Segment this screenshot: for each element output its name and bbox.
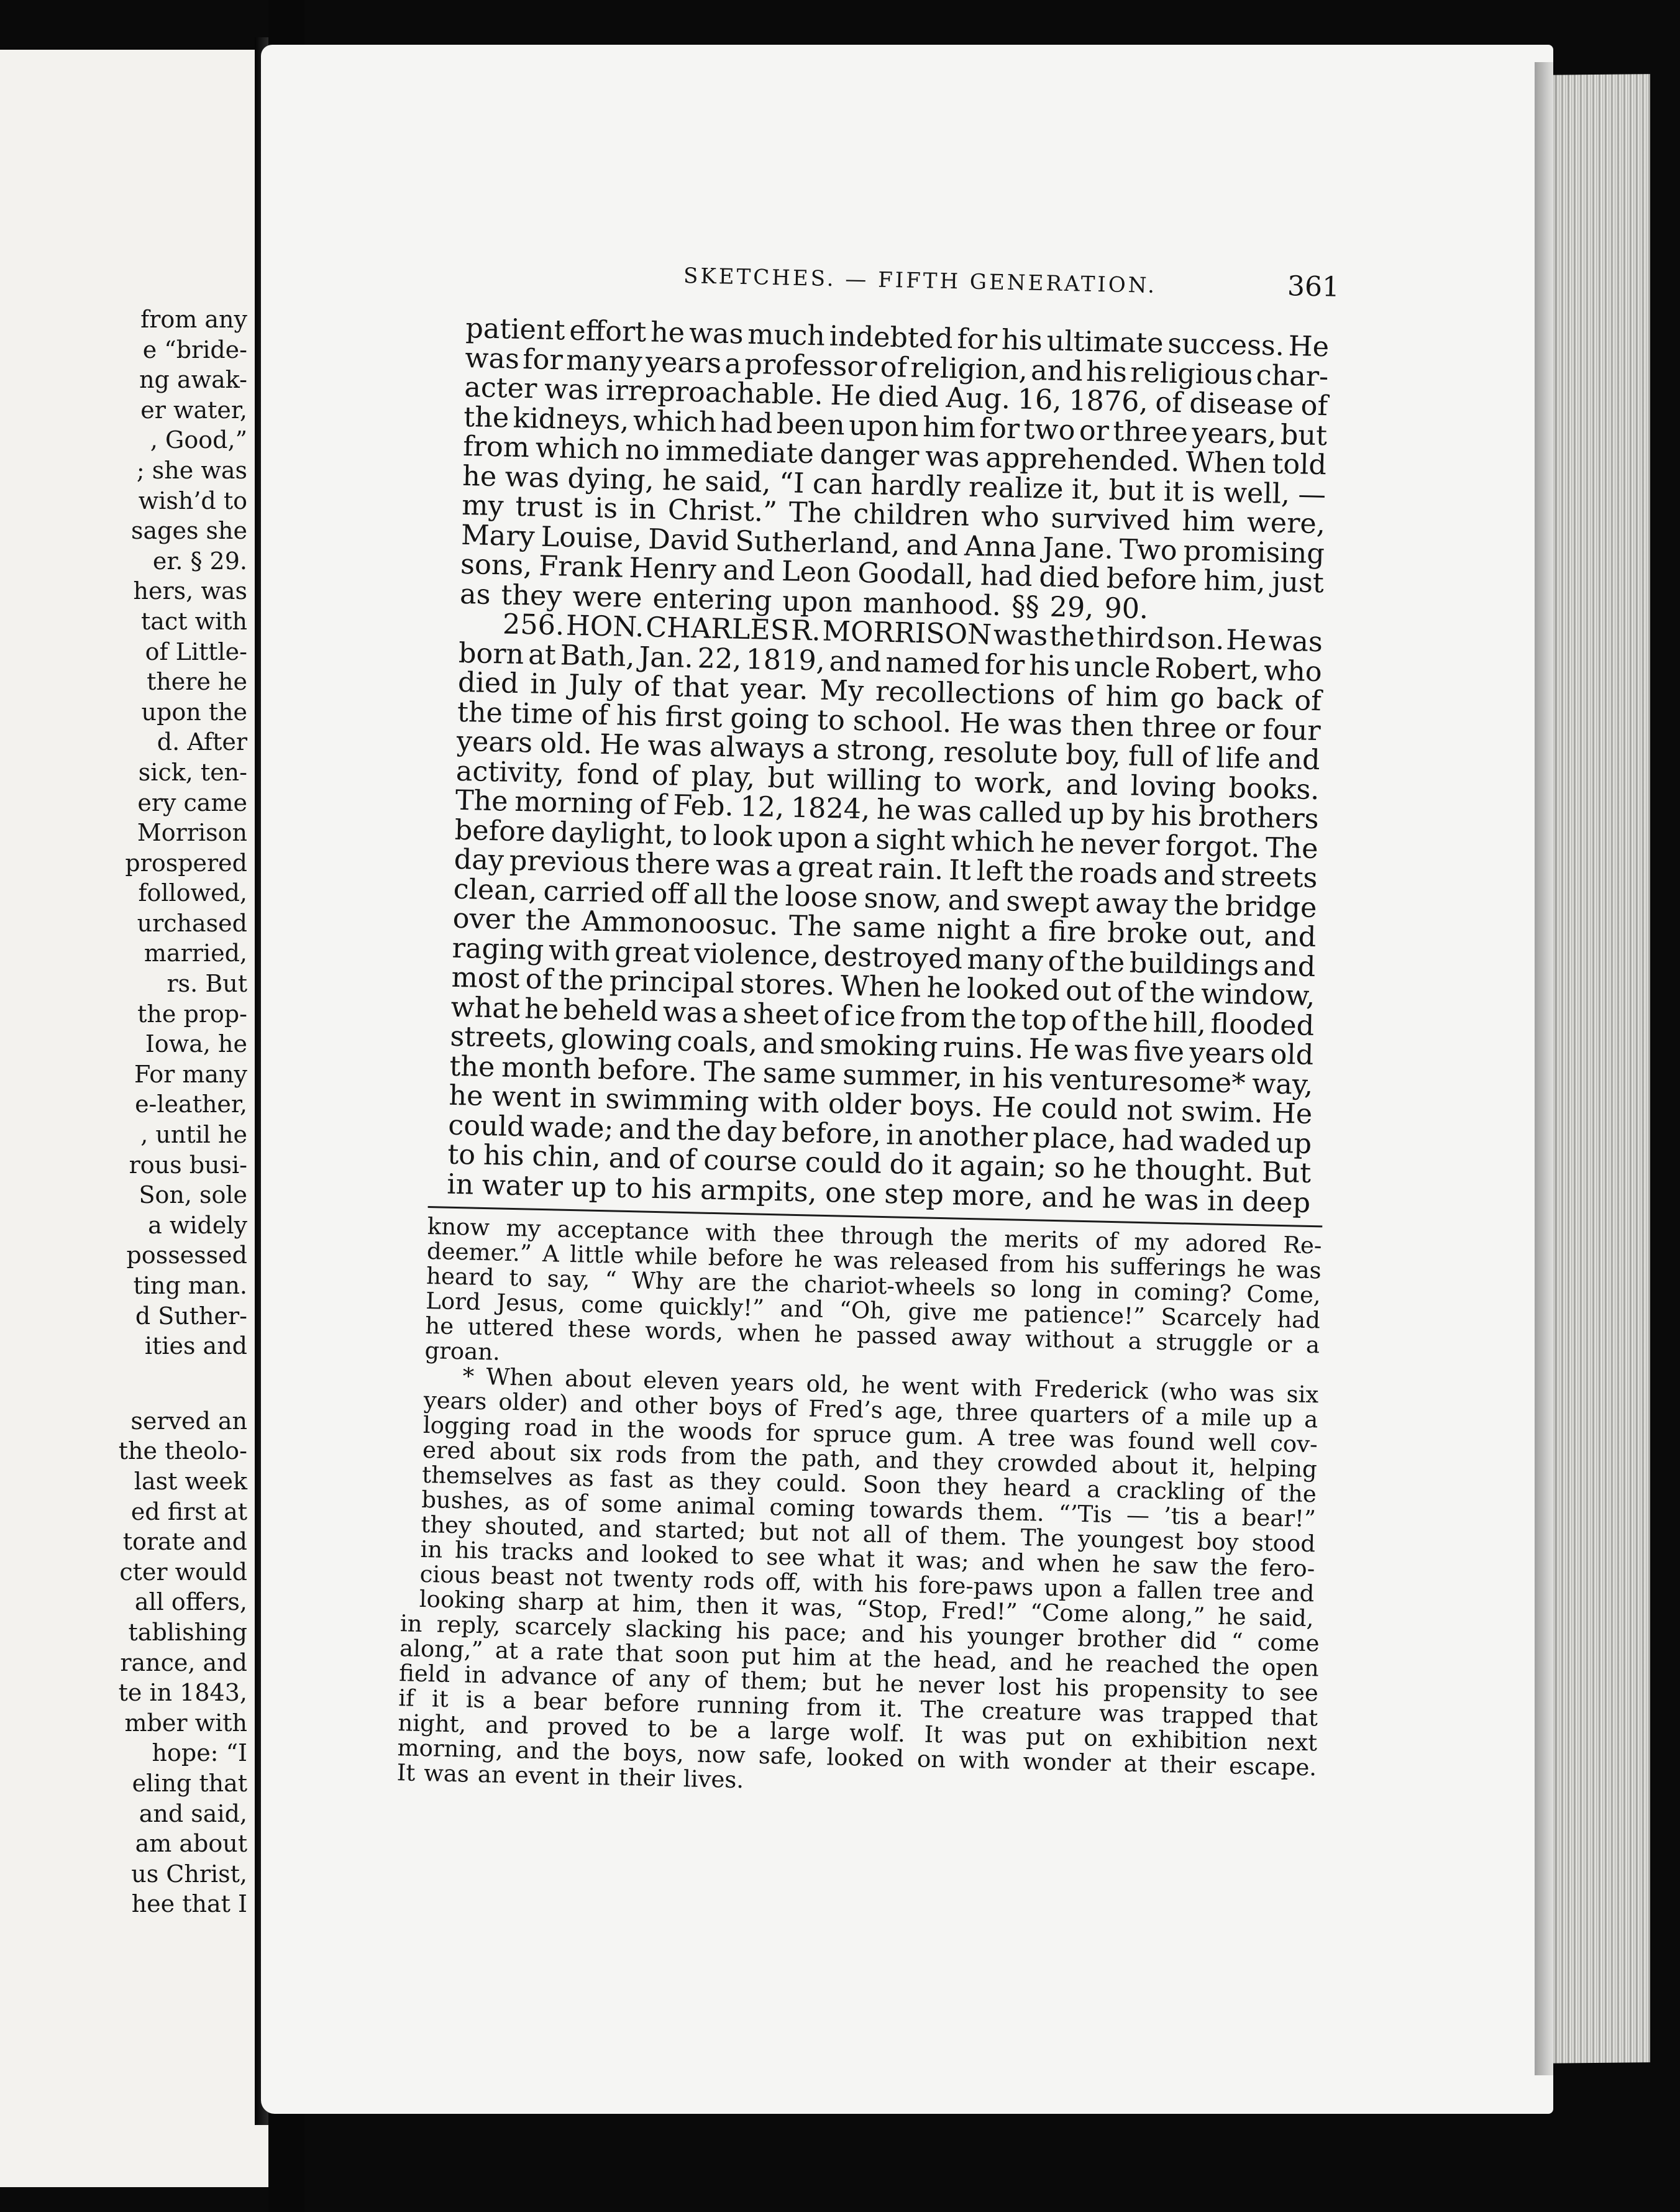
left-page-line: rance, and — [120, 1648, 247, 1676]
left-page-line: hope: “I — [152, 1739, 247, 1767]
body-line: over the Ammonoosuc. The same night a fire broke out, and — [452, 902, 1317, 954]
body-line: the kidneys, which had been upon him for two or three years, but — [463, 401, 1328, 452]
left-page-line: married, — [144, 939, 247, 967]
body-line: most of the principal stores. When he looked out of the window, — [451, 961, 1315, 1013]
left-page-line: Son, sole — [139, 1181, 247, 1209]
footnote-line: It was an event in their lives. — [396, 1759, 744, 1794]
left-page-line: prospered — [125, 849, 247, 877]
left-page-line: us Christ, — [131, 1860, 247, 1888]
left-page-line: sages she — [130, 517, 247, 545]
body-line: the month before. The same summer, in his venturesome* way, — [449, 1050, 1313, 1101]
body-line: born at Bath, Jan. 22, 1819, and named for his uncle Robert, who — [458, 637, 1323, 688]
footnote-line: years older) and other boys of Fred’s age, three quarters of a mile up a — [423, 1386, 1318, 1433]
body-line: he went in swimming with older boys. He could not swim. He — [448, 1079, 1313, 1131]
left-page-gap — [0, 1361, 247, 1406]
body-line: what he beheld was a sheet of ice from the top of the hill, flooded — [450, 991, 1315, 1042]
body-line: died in July of that year. My recollections of him go back of — [457, 666, 1322, 718]
footnote-line: logging road in the woods for spruce gum. A tree was found well cov- — [422, 1411, 1318, 1458]
edge-shadow — [1535, 62, 1559, 2075]
left-page-line: tablishing — [128, 1618, 247, 1646]
left-page-line: hee that I — [131, 1890, 247, 1918]
left-page-line: of Little- — [145, 638, 247, 665]
left-page-line: upon the — [141, 698, 247, 726]
footnote-line: if it is a bear before running from it. The creature was trapped that — [398, 1684, 1318, 1732]
footnote-line: he uttered these words, when he passed away without a struggle or a — [424, 1312, 1320, 1359]
left-page-line: er water, — [140, 396, 247, 424]
body-line: years old. He was always a strong, resolute boy, full of life and — [456, 725, 1321, 777]
footnote-line: in his tracks and looked to see what it was; and when he saw the fero- — [420, 1535, 1315, 1583]
left-page-line: from any — [140, 306, 247, 333]
left-page-line: cter would — [119, 1558, 247, 1586]
body-line: day previous there was a great rain. It left the roads and streets — [454, 843, 1318, 895]
left-page-line: d Suther- — [135, 1302, 247, 1330]
footnote-line: know my acceptance with thee through the merits of my adored Re- — [427, 1213, 1322, 1259]
body-line: The morning of Feb. 12, 1824, he was called up by his brothers — [455, 784, 1320, 836]
left-page-line: d. After — [157, 728, 247, 756]
footnote-line: along,” at a rate that soon put him at the head, and he reached the open — [399, 1635, 1320, 1682]
footnote-line: ered about six rods from the path, and they crowded about it, helping — [422, 1436, 1318, 1483]
footnote-line: looking sharp at him, then it was, “Stop, Fred!” “Come along,” he said, — [419, 1585, 1314, 1632]
left-page-line: Morrison — [137, 819, 247, 847]
left-page-line: eling that — [132, 1769, 247, 1797]
body-line: he was dying, he said, “I can hardly realize it, but it is well, — — [462, 460, 1326, 511]
left-page-line: rs. But — [167, 970, 247, 998]
left-page-line: er. § 29. — [152, 547, 247, 575]
left-page-line: am about — [135, 1830, 247, 1858]
left-page-line: last week — [134, 1467, 247, 1495]
left-page-line: wish’d to — [138, 487, 247, 514]
running-head: SKETCHES. — FIFTH GENERATION. — [683, 263, 1157, 298]
left-page-line: te in 1843, — [118, 1679, 247, 1707]
left-page-line: the prop- — [137, 1000, 247, 1028]
body-line: before daylight, to look upon a sight which he never forgot. The — [454, 814, 1319, 865]
left-page-line: , until he — [140, 1121, 247, 1149]
left-facing-page — [0, 50, 268, 2187]
body-line: Mary Louise, David Sutherland, and Anna Jane. Two promising — [460, 519, 1325, 570]
left-page-line: mber with — [124, 1709, 247, 1737]
footnote-line: * When about eleven years old, he went with Frederick (who was six — [462, 1363, 1319, 1409]
left-page-line: there he — [147, 668, 247, 696]
left-page-line: ities and — [144, 1332, 247, 1360]
body-line: my trust is in Christ.” The children who survived him were, — [461, 489, 1326, 541]
main-text-block — [396, 313, 1330, 1805]
footnotes — [396, 1213, 1322, 1805]
left-page-line: sick, ten- — [138, 758, 247, 786]
body-line: sons, Frank Henry and Leon Goodall, had died before him, just — [460, 548, 1325, 600]
left-page-line: ng awak- — [139, 366, 247, 394]
left-page-line: ; she was — [136, 456, 247, 484]
footnote-line: night, and proved to be a large wolf. It was put on exhibition next — [398, 1709, 1318, 1757]
body-line: activity, fond of play, but willing to work, and loving books. — [455, 755, 1320, 806]
body-line: the time of his first going to school. He was then three or four — [457, 696, 1322, 747]
left-page-line: a widely — [148, 1211, 247, 1239]
left-page-line: the theolo- — [118, 1437, 247, 1465]
footnote-line: morning, and the boys, now safe, looked on with wonder at their escape. — [397, 1734, 1317, 1781]
page-number: 361 — [1287, 270, 1340, 303]
body-line: could wade; and the day before, in another place, had waded up — [447, 1109, 1312, 1160]
left-page-line: hers, was — [133, 577, 247, 605]
footnote-line: themselves as fast as they could. Soon they heard a crackling of the — [421, 1461, 1317, 1508]
left-page-line: For many — [134, 1060, 247, 1088]
body-line: as they were entering upon manhood. §§ 29, 90. — [459, 578, 1149, 625]
left-page-line: e-leather, — [135, 1090, 247, 1118]
body-line: streets, glowing coals, and smoking ruins. He was five years old — [450, 1020, 1314, 1072]
body-text — [447, 314, 1330, 1218]
body-line: 256. HON. CHARLES R. MORRISON was the third son. He was — [502, 608, 1323, 659]
left-page-line: followed, — [138, 879, 247, 907]
footnote-line: deemer.” A little while before he was released from his sufferings he was — [426, 1237, 1322, 1284]
left-page-line: torate and — [122, 1528, 247, 1556]
body-line: raging with great violence, destroyed many of the buildings and — [452, 932, 1316, 983]
left-page-line: tact with — [141, 607, 247, 635]
left-page-line: ed first at — [130, 1497, 247, 1525]
body-line: was for many years a professor of religion, and his religious char- — [464, 342, 1329, 393]
left-page-line: ting man. — [133, 1272, 247, 1299]
footnote-line: they shouted, and started; but not all of them. The youngest boy stood — [421, 1510, 1316, 1558]
left-page-line: ery came — [137, 788, 247, 816]
left-page-line: Iowa, he — [145, 1030, 247, 1058]
left-page-line: rous busi- — [129, 1151, 247, 1179]
body-line: clean, carried off all the loose snow, and swept away the bridge — [453, 873, 1317, 924]
body-line: acter was irreproachable. He died Aug. 16, 1876, of disease of — [463, 371, 1328, 423]
body-line: to his chin, and of course could do it again; so he thought. But — [447, 1138, 1312, 1189]
footnote-line: field in advance of any of them; but he never lost his propensity to see — [398, 1660, 1319, 1707]
footnote-line: in reply, scarcely slacking his pace; and his younger brother did “ come — [399, 1610, 1320, 1657]
body-line: from which no immediate danger was apprehended. When told — [462, 430, 1327, 482]
left-page-line: urchased — [137, 909, 247, 937]
left-page-text — [0, 304, 247, 1919]
left-page-line: and said, — [139, 1799, 247, 1827]
footnote-line: cious beast not twenty rods off, with his fore-paws upon a fallen tree and — [419, 1560, 1315, 1607]
left-page-line: possessed — [126, 1241, 247, 1269]
footnote-line: Lord Jesus, come quickly!” and “Oh, give me patience!” Scarcely had — [425, 1287, 1321, 1334]
left-page-line: , Good,” — [150, 426, 247, 454]
body-line: in water up to his armpits, one step more, and he was in deep — [446, 1168, 1311, 1219]
footnote-line: heard to say, “ Why are the chariot-wheels so long in coming? Come, — [426, 1262, 1322, 1309]
left-page-line: all offers, — [134, 1588, 247, 1616]
left-page-line: e “bride- — [142, 336, 247, 363]
footnote-line: bushes, as of some animal coming towards them. “’Tis — ’tis a bear!” — [421, 1486, 1317, 1533]
left-page-line: served an — [130, 1407, 247, 1435]
footnote-line: groan. — [424, 1337, 501, 1366]
body-line: patient effort he was much indebted for his ultimate success. He — [465, 313, 1330, 363]
